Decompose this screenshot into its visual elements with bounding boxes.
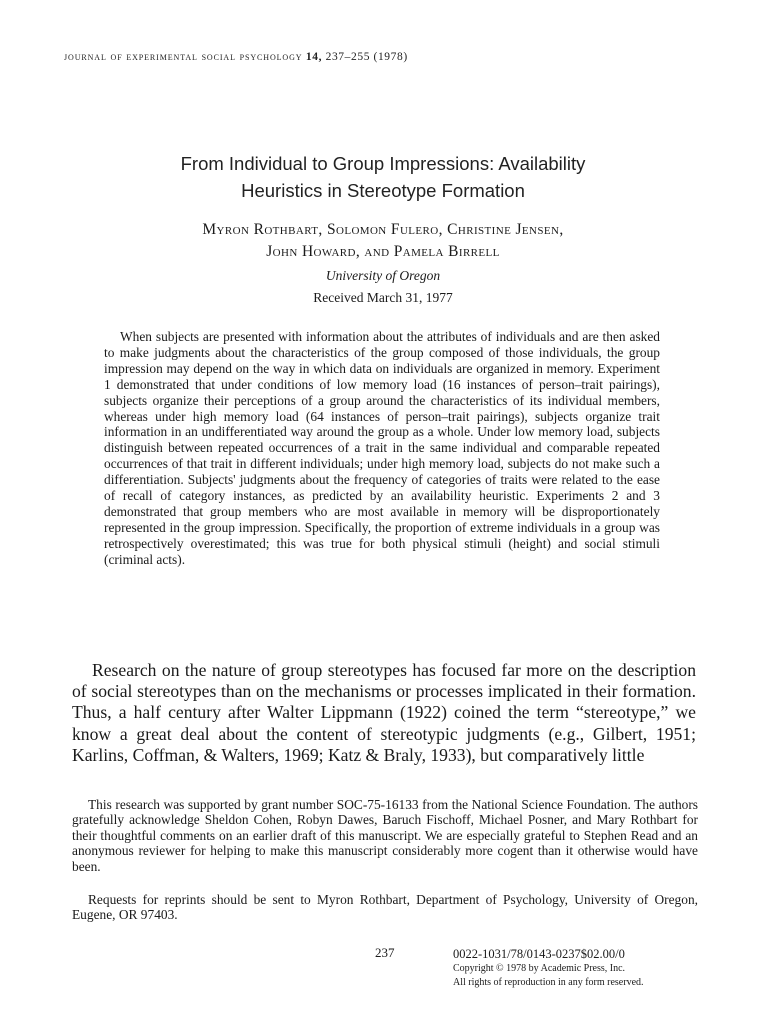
footnote-reprints: Requests for reprints should be sent to Myron Rothbart, Department of Psychology, University of Oregon, Eugene, OR 97403. <box>72 892 698 923</box>
body-paragraph: Research on the nature of group stereotypes has focused far more on the description of social stereotypes than on the mechanisms or processes implicated in their formation. Thus, a half century after Walter Lippmann (1922) coined the term “stereotype,” we know a great deal about the content of stereotypic judgments (e.g., Gilbert, 1951; Karlins, Coffman, & Walters, 1969; Katz & Braly, 1933), but comparatively little <box>72 660 696 765</box>
affiliation: University of Oregon <box>325 268 441 283</box>
title-line-2: Heuristics in Stereotype Formation <box>241 180 525 201</box>
footnote-acknowledgment: This research was supported by grant number SOC-75-16133 from the National Science Foundation. The authors gratefully acknowledge Sheldon Cohen, Robyn Dawes, Baruch Fischoff, Michael Posner, and Mary Rothbart for their thoughtful comments on an earlier draft of this manuscript. We are especially grateful to Stephen Read and an anonymous reviewer for helping to make this manuscript considerably more cogent than it otherwise would have been. <box>72 797 698 874</box>
authors-line-2: John Howard, and Pamela Birrell <box>266 243 500 260</box>
title-line-1: From Individual to Group Impressions: Availability <box>180 153 586 174</box>
publisher-info <box>453 947 713 990</box>
received-date: Received March 31, 1977 <box>313 290 453 305</box>
copyright-notice: Copyright © 1978 by Academic Press, Inc. <box>453 963 626 974</box>
authors-line-1: Myron Rothbart, Solomon Fulero, Christine Jensen, <box>202 221 564 238</box>
journal-header <box>64 51 664 63</box>
journal-volume: 14, <box>305 51 323 63</box>
abstract: When subjects are presented with information about the attributes of individuals and are then asked to make judgments about the characteristics of the group composed of those individuals, the group impression may depend on the way in which data on individuals are organized in memory. Experiment 1 demonstrated that under conditions of low memory load (16 instances of person–trait pairings), subjects organize their perceptions of a group around the characteristics of its individual members, whereas under high memory load (64 instances of person–trait pairings), subjects organize trait information in an undifferentiated way around the group as a whole. Under low memory load, subjects distinguish between repeated occurrences of a trait in the same individual and comparable repeated occurrences of that trait in different individuals; under high memory load, subjects do not make such a differentiation. Subjects' judgments about the frequency of categories of traits were related to the ease of recall of category instances, as predicted by an availability heuristic. Experiments 2 and 3 demonstrated that group members who are most available in memory will be disproportionately represented in the group impression. Specifically, the proportion of extreme individuals in a group was retrospectively overestimated; this was true for both physical stimuli (height) and social stimuli (criminal acts). <box>104 329 660 567</box>
journal-pages-year: 237–255 (1978) <box>325 51 408 63</box>
author-list <box>80 219 686 263</box>
article-title <box>80 150 686 204</box>
page-number: 237 <box>375 945 395 960</box>
issn-code: 0022-1031/78/0143-0237$02.00/0 <box>453 947 625 961</box>
rights-notice: All rights of reproduction in any form reserved. <box>453 977 644 988</box>
journal-name: journal of experimental social psychology <box>64 51 303 63</box>
